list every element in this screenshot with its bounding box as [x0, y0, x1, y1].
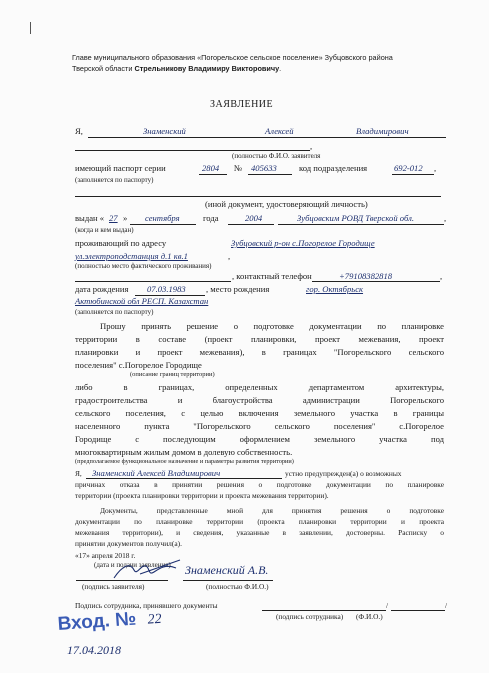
warning-applicant-name: Знаменский Алексей Владимирович [92, 468, 221, 478]
department-code: 692-012 [394, 163, 423, 173]
incoming-stamp: Вход. № 22 [57, 608, 163, 635]
incoming-date: 17.04.2018 [67, 643, 121, 657]
birth-place-2: Актюбинской обл РЕСП. Казахстан [75, 296, 209, 306]
address-line-2: ул.электроподстанция д.1 кв.1 [75, 251, 188, 261]
issue-day: 27 [109, 213, 118, 223]
address-line-1: Зубцовский р-он с.Погорелое Городище [231, 238, 375, 248]
fio-caption: (полностью Ф.И.О. заявителя [232, 152, 321, 160]
birth-place-1: гор. Октябрьск [306, 284, 364, 294]
issue-month: сентября [145, 213, 180, 223]
addressee-name: Стрельникову Владимиру Викторовичу [134, 64, 280, 73]
ya-label: Я, [75, 126, 83, 136]
fold-mark [30, 22, 31, 34]
birth-date: 07.03.1983 [147, 284, 186, 294]
borders-caption: (описание границ территории) [130, 371, 215, 378]
applicant-name: Алексей [265, 126, 294, 136]
incoming-number: 22 [147, 611, 163, 628]
document-title: ЗАЯВЛЕНИЕ [210, 99, 274, 110]
phone-number: +79108382818 [339, 271, 393, 281]
passport-series: 2804 [202, 163, 220, 173]
applicant-patronymic: Владимирович [356, 126, 409, 136]
application-date: «17» апреля 2018 г. [75, 551, 136, 560]
fio-line [88, 137, 446, 138]
issued-by: Зубцовским РОВД Тверской обл. [297, 213, 414, 223]
residence-label: проживающий по адресу [75, 238, 167, 248]
document-page: Главе муниципального образования «Погорельское сельское поселение» Зубцовского района Тверской области Стрельникову Владимиру Викторовичу. ЗАЯВЛЕНИЕ Я, Знаменский Алексей Владимирович , (полностью Ф.И.О. заявителя имеющий паспорт серии 2804 № 405633 код подразделения 692-012 , (заполняется по паспорту) (иной документ, удостоверяющий личность) выдан « 27 » сентября года 2004 Зубцовским РОВД Тверской обл. , (когда и кем выдан) проживающий по адресу Зубцовский р-он с.Погорелое Городище ул.электроподстанция д.1 кв.1 , (полностью место фактического проживания) , контактный телефон +79108382818 , дата рождения 07.03.1983 , место рождения гор. Октябрьск Актюбинской обл РЕСП. Казахстан (заполняется по паспорту) Прошу принять решение о подготовке документации по планировке территории в составе (проект планировки, проект межевания, проект планировки и проект межевания), в границах "Погорельского сельского поселения" с.Погорелое Городище (описание границ территории) либо в границах, определенных департаментом архитектуры, градостроительства и благоустройства администрации Погорельского сельского поселения, с целью включения земельного участка в границы населенного пункта "Погорельского сельского поселения" с.Погорелое Городище с последующим оформлением земельного участка под многоквартирным жилым домом в долевую собственность. (предполагаемое функциональное назначение и параметры развития территории) Я, Знаменский Алексей Владимирович устно предупрежден(а) о возможных причинах отказа в принятии решения о подготовке документации по планировке территории (проекта планировки территории и проекта межевания территории). Документы, представленные мной для принятия решения о подготовке документации по планировке территории (проекта планировки территории и проекта межевания территории), и сведения, указанные в заявлении, достоверны. Расписку о принятии документов получил(а). «17» апреля 2018 г. (дата и подачи заявления) Знаменский А.В. (подпись заявителя) (полностью Ф.И.О.) Подпись сотрудника, принявшего документы / / (подпись сотрудника) (Ф.И.О.) Вход. № 22 17.04.2018 [0, 0, 489, 673]
request-line-1: Прошу принять решение о подготовке документации по планировке [100, 321, 444, 331]
employee-signature-label: Подпись сотрудника, принявшего документы [75, 601, 218, 610]
purpose-caption: (предполагаемое функциональное назначение и параметры развития территории) [75, 458, 294, 465]
applicant-surname: Знаменский [143, 126, 186, 136]
date-caption: (дата и подачи заявления) [94, 561, 171, 569]
addressee-line-1: Главе муниципального образования «Погорельское сельское поселение» Зубцовского района [72, 53, 393, 62]
other-document-caption: (иной документ, удостоверяющий личность) [205, 199, 368, 209]
passport-number: 405633 [251, 163, 277, 173]
other-document-line [75, 196, 441, 197]
passport-label: имеющий паспорт серии [75, 163, 166, 173]
addressee-line-2: Тверской области Стрельникову Владимиру Викторовичу. [72, 64, 282, 73]
applicant-fio-handwritten: Знаменский А.В. [185, 563, 269, 577]
documents-line-1: Документы, представленные мной для принятия решения о подготовке [100, 506, 444, 515]
issue-year: 2004 [245, 213, 263, 223]
applicant-signature-icon [110, 556, 190, 584]
fio-line-2 [75, 150, 310, 151]
